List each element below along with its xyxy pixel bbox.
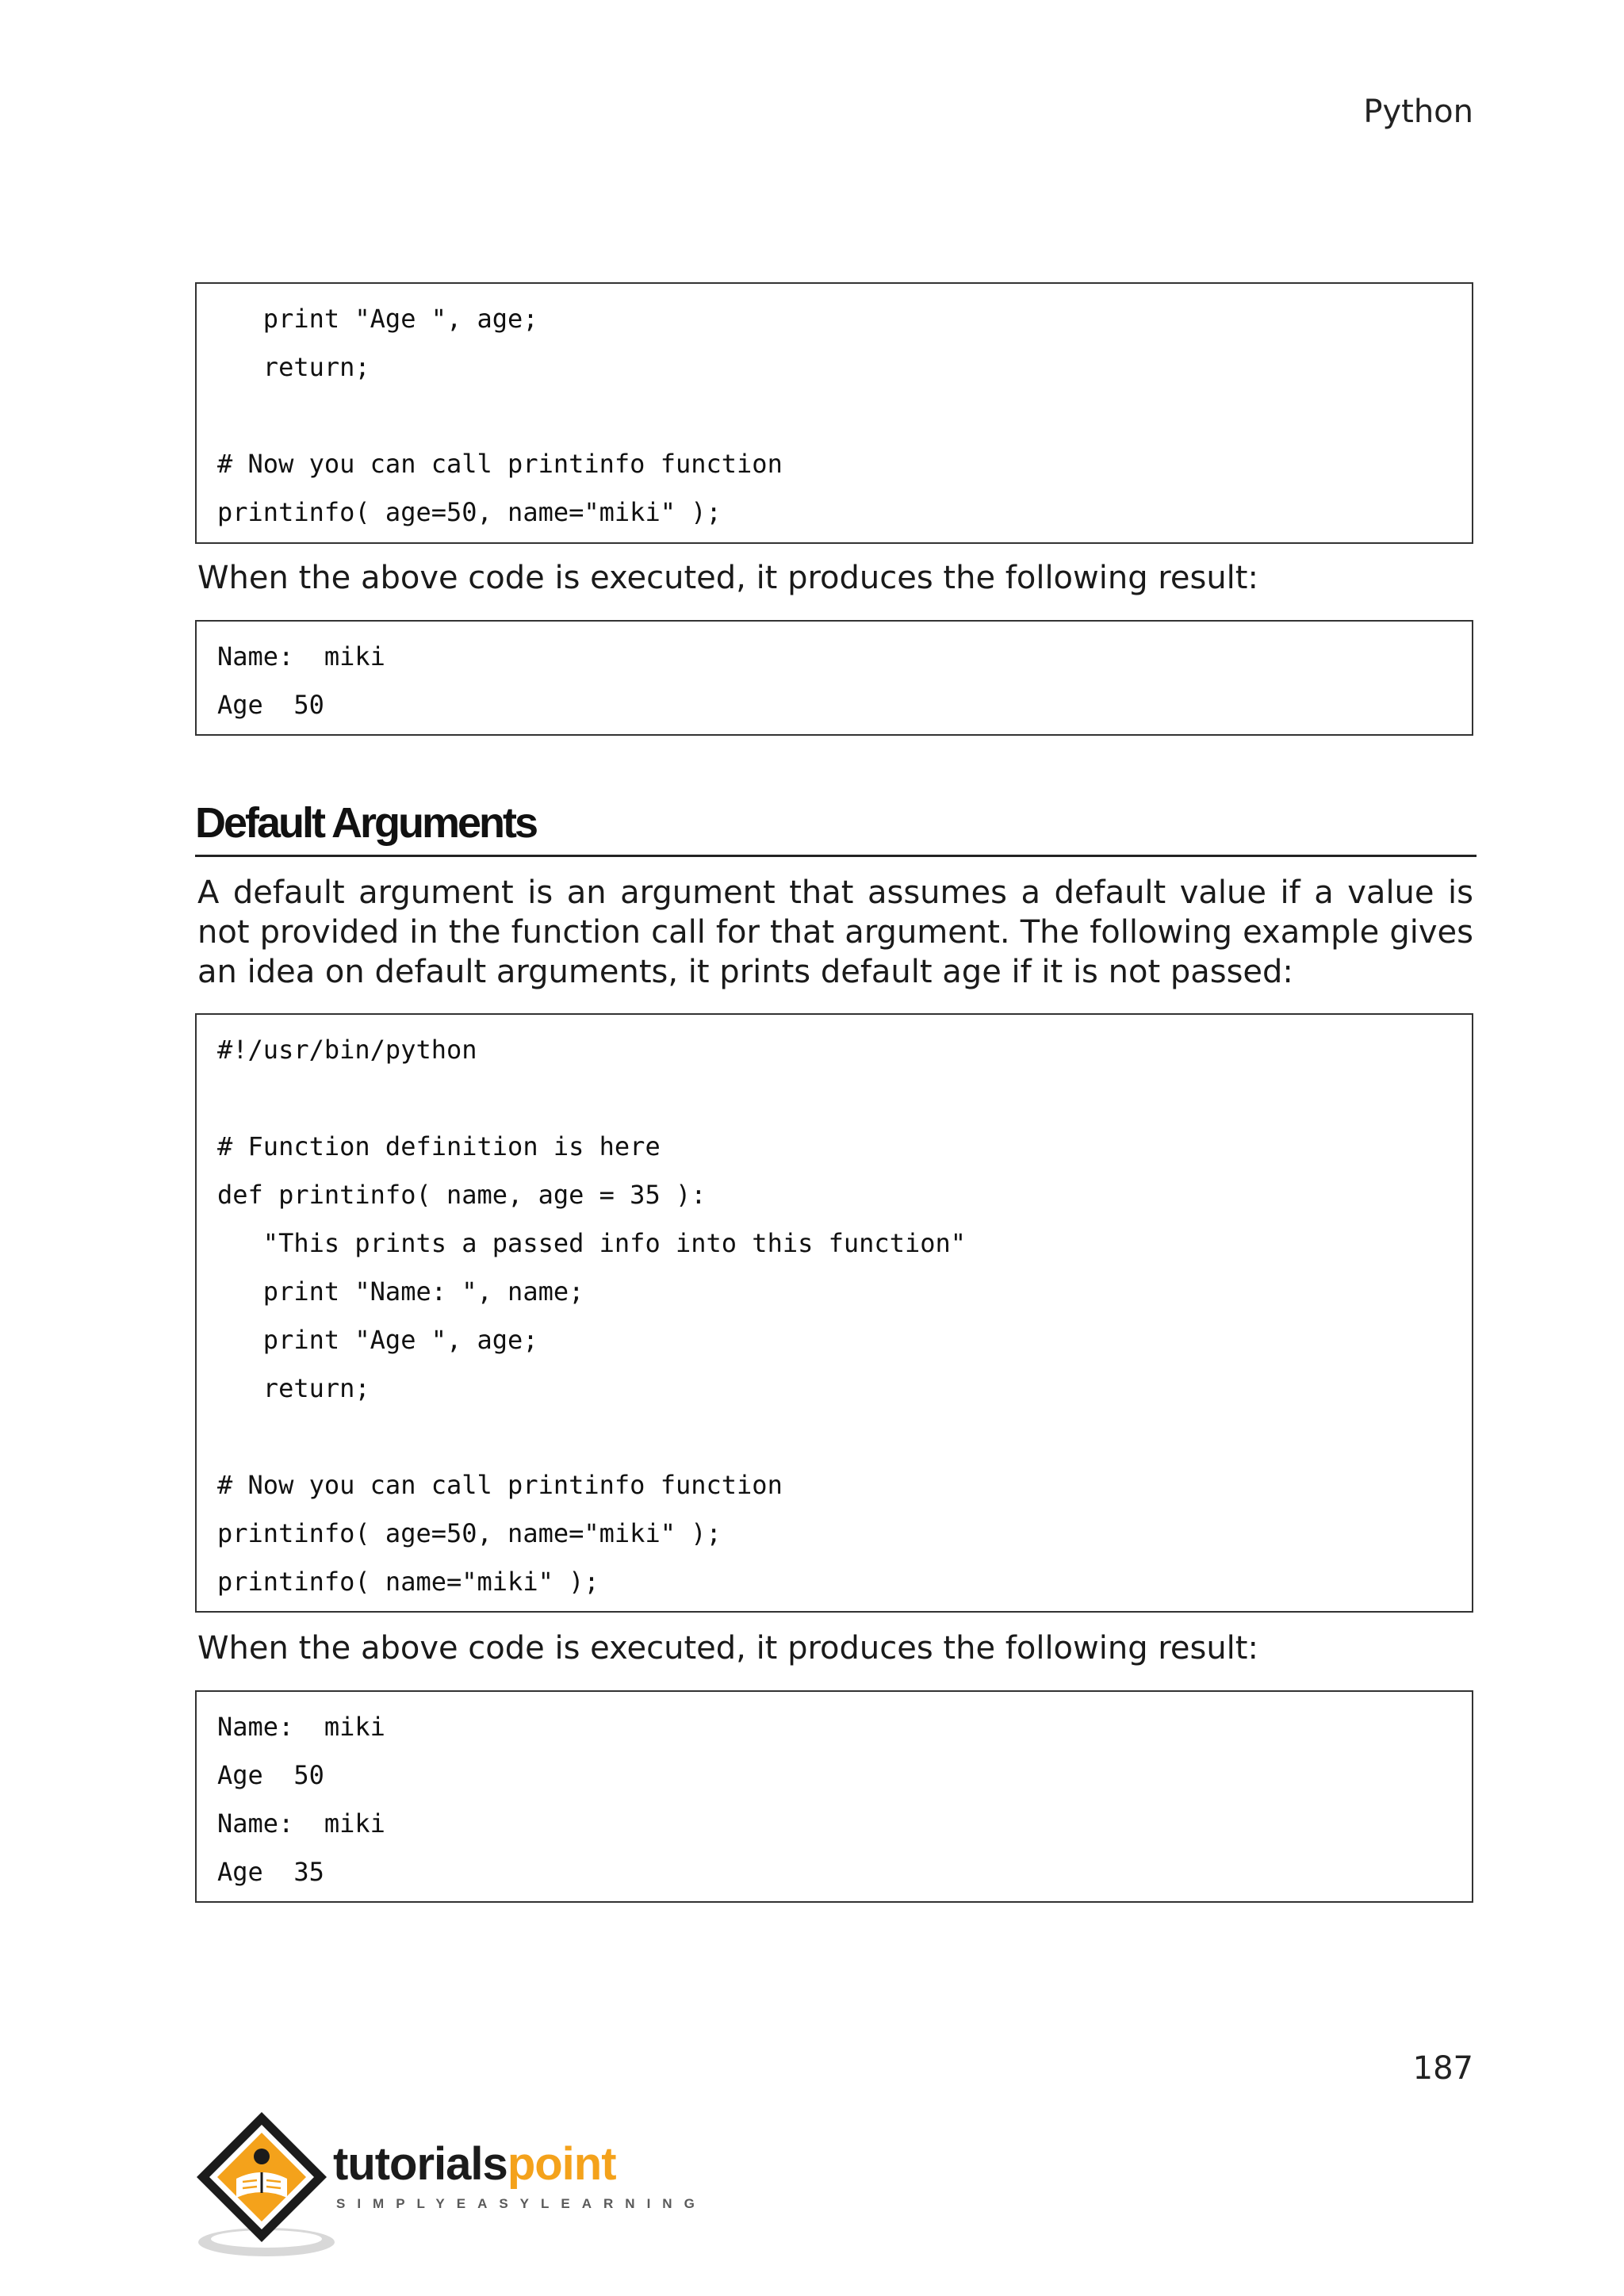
code-line	[217, 392, 1451, 440]
code-block	[195, 282, 1473, 544]
code-line: printinfo( age=50, name="miki" );	[217, 497, 722, 527]
code-line: print "Age ", age;	[217, 1325, 538, 1355]
logo-tagline: SIMPLYEASYLEARNING	[336, 2196, 707, 2211]
paragraph: When the above code is executed, it produces the following result:	[197, 560, 1258, 596]
logo-wordmark	[333, 2139, 616, 2190]
output-line: Age 35	[217, 1857, 324, 1887]
code-block	[195, 1013, 1473, 1613]
logo-word-point: point	[507, 2138, 616, 2190]
code-line: return;	[217, 1373, 370, 1403]
code-line: "This prints a passed info into this function"	[217, 1228, 967, 1258]
logo-word-tutorials: tutorials	[333, 2138, 508, 2190]
code-line: print "Name: ", name;	[217, 1276, 584, 1307]
output-block	[195, 620, 1473, 736]
code-line: # Function definition is here	[217, 1131, 661, 1161]
output-line: Name: miki	[217, 641, 385, 672]
page-number: 187	[1412, 2050, 1473, 2087]
code-line: #!/usr/bin/python	[217, 1035, 477, 1065]
code-line: def printinfo( name, age = 35 ):	[217, 1180, 707, 1210]
tutorialspoint-logo	[193, 2109, 707, 2260]
output-line: Name: miki	[217, 1808, 385, 1839]
code-line: return;	[217, 352, 370, 382]
section-heading: Default Arguments	[195, 794, 1477, 857]
code-line: print "Age ", age;	[217, 304, 538, 334]
output-line: Age 50	[217, 1760, 324, 1790]
code-line: # Now you can call printinfo function	[217, 449, 783, 479]
code-line	[217, 1074, 1451, 1123]
paragraph: When the above code is executed, it produces the following result:	[197, 1630, 1258, 1667]
code-line: printinfo( name="miki" );	[217, 1567, 599, 1597]
code-line	[217, 1413, 1451, 1461]
output-line: Name: miki	[217, 1712, 385, 1742]
output-line: Age 50	[217, 690, 324, 720]
paragraph-intro: A default argument is an argument that assumes a default value if a value is not provided in the function call for that argument. The following example gives an idea on default arguments, it prints default age if it is not passed:	[197, 874, 1473, 990]
running-header-title: Python	[1363, 94, 1473, 130]
logo-diamond-icon	[193, 2109, 336, 2260]
code-line: # Now you can call printinfo function	[217, 1470, 783, 1500]
code-line: printinfo( age=50, name="miki" );	[217, 1518, 722, 1548]
output-block	[195, 1690, 1473, 1903]
